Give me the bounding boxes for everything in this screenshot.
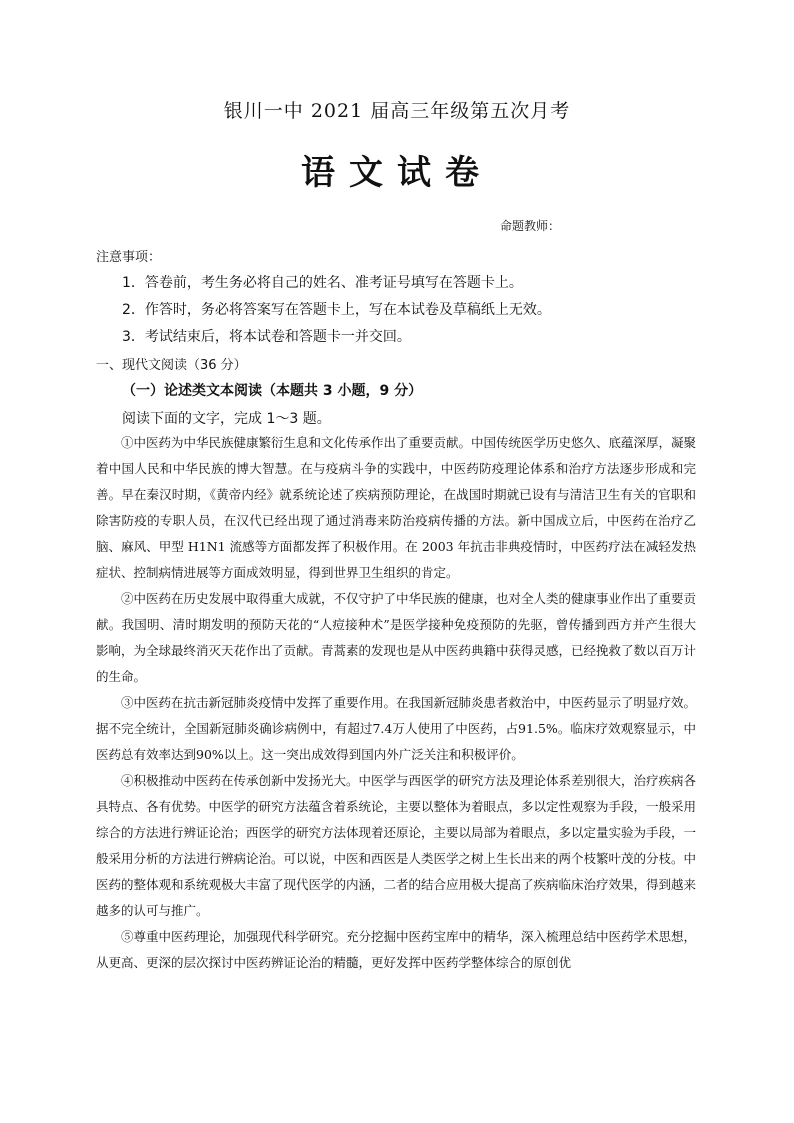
- passage-paragraph: ⑤尊重中医药理论，加强现代科学研究。充分挖掘中医药宝库中的精华，深入梳理总结中医药学术思想，从更高、更深的层次探讨中医药辨证论治的精髓，更好发挥中医药学整体综合的原创优: [96, 929, 697, 970]
- notice-item: 3．考试结束后，将本试卷和答题卡一并交回。: [122, 329, 411, 345]
- author-label: 命题教师：: [500, 219, 561, 233]
- subsection-heading: （一）论述类文本阅读（本题共 3 小题，9 分）: [122, 383, 423, 399]
- subject-title: 语文试卷: [301, 153, 493, 193]
- notice-item: 2．作答时，务必将答案写在答题卡上，写在本试卷及草稿纸上无效。: [122, 302, 551, 318]
- passage-paragraph: ④积极推动中医药在传承创新中发扬光大。中医学与西医学的研究方法及理论体系差别很大，治疗疾病各具特点、各有优势。中医学的研究方法蕴含着系统论，主要以整体为着眼点，多以定性观察为手段，一般采用综合的方法进行辨证论治；西医学的研究方法体现着还原论，主要以局部为着眼点，多以定量实验为手段，一般采用分析的方法进行辨病论治。可以说，中医和西医是人类医学之树上生长出来的两个枝繁叶茂的分枝。中医药的整体观和系统观极大丰富了现代医学的内涵，二者的结合应用极大提高了疾病临床治疗效果，得到越来越多的认可与推广。: [96, 773, 697, 918]
- reading-passage: [96, 430, 696, 976]
- passage-paragraph: ①中医药为中华民族健康繁衍生息和文化传承作出了重要贡献。中国传统医学历史悠久、底蕴深厚，凝聚着中国人民和中华民族的博大智慧。在与疫病斗争的实践中，中医药防疫理论体系和治疗方法逐步形成和完善。早在秦汉时期，《黄帝内经》就系统论述了疾病预防理论，在战国时期就已设有与清洁卫生有关的官职和除害防疫的专职人员，在汉代已经出现了通过消毒来防治疫病传播的方法。新中国成立后，中医药在治疗乙脑、麻风、甲型 H1N1 流感等方面都发挥了积极作用。在 2003 年抗击非典疫情时，中医药疗法在减轻发热症状、控制病情进展等方面成效明显，得到世界卫生组织的肯定。: [96, 435, 697, 580]
- reading-instruction: 阅读下面的文字，完成 1～3 题。: [122, 411, 331, 427]
- section-heading: 一、现代文阅读（36 分）: [96, 358, 247, 373]
- passage-paragraph: ③中医药在抗击新冠肺炎疫情中发挥了重要作用。在我国新冠肺炎患者救治中，中医药显示了明显疗效。据不完全统计，全国新冠肺炎确诊病例中，有超过7.4万人使用了中医药，占91.5%。临床疗效观察显示，中医药总有效率达到90%以上。这一突出成效得到国内外广泛关注和积极评价。: [96, 695, 697, 762]
- notice-item: 1．答卷前，考生务必将自己的姓名、准考证号填写在答题卡上。: [122, 275, 523, 291]
- notice-heading: 注意事项：: [96, 250, 162, 265]
- exam-title: 银川一中 2021 届高三年级第五次月考: [223, 100, 571, 122]
- passage-paragraph: ②中医药在历史发展中取得重大成就，不仅守护了中华民族的健康，也对全人类的健康事业作出了重要贡献。我国明、清时期发明的预防天花的“人痘接种术”是医学接种免疫预防的先驱，曾传播到西方并产生很大影响，为全球最终消灭天花作出了贡献。青蒿素的发现也是从中医药典籍中获得灵感，已经挽救了数以百万计的生命。: [96, 591, 697, 684]
